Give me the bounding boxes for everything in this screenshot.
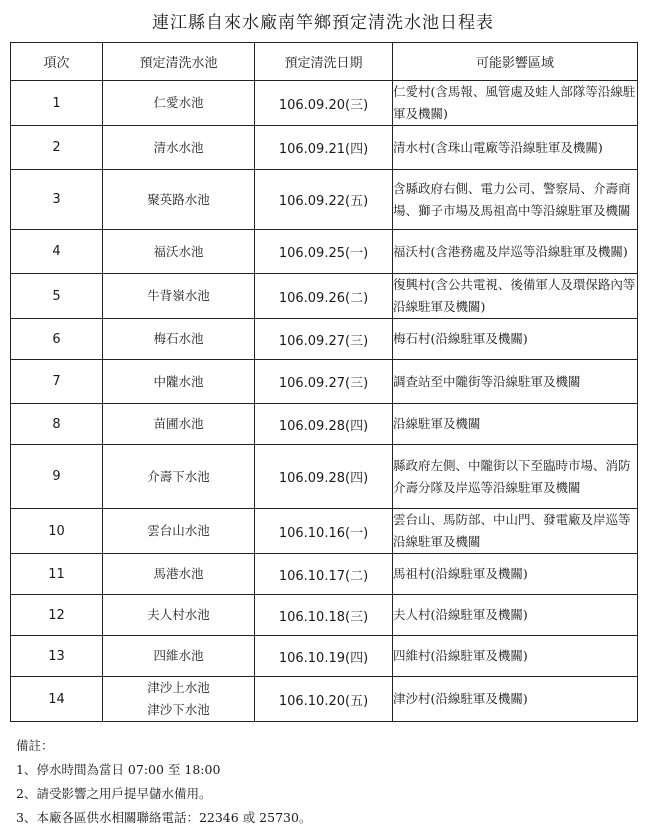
affected-area-cell: 福沃村(含港務處及岸巡等沿線駐軍及機關) bbox=[393, 230, 638, 274]
table-row bbox=[11, 404, 638, 445]
pool-name-cell bbox=[103, 404, 255, 445]
affected-area-cell: 梅石村(沿線駐軍及機關) bbox=[393, 319, 638, 360]
pool-name-cell bbox=[103, 595, 255, 636]
header-item-no: 項次 bbox=[11, 43, 103, 81]
pool-name: 馬港水池 bbox=[153, 566, 204, 581]
header-pool: 預定清洗水池 bbox=[103, 43, 255, 81]
pool-name-cell bbox=[103, 170, 255, 230]
table-row bbox=[11, 274, 638, 319]
item-number-cell: 10 bbox=[11, 509, 103, 554]
schedule-table bbox=[10, 42, 638, 722]
pool-name: 福沃水池 bbox=[153, 243, 204, 259]
pool-name: 清水水池 bbox=[153, 139, 204, 155]
table-row bbox=[11, 81, 638, 126]
pool-name: 雲台山水池 bbox=[147, 523, 210, 538]
item-number-cell: 9 bbox=[11, 445, 103, 509]
note-item: 2、請受影響之用戶提早儲水備用。 bbox=[16, 786, 212, 801]
item-number-cell: 4 bbox=[11, 230, 103, 274]
item-number-cell: 1 bbox=[11, 81, 103, 126]
affected-area-cell: 復興村(含公共電視、後備軍人及環保路內等沿線駐軍及機關) bbox=[393, 274, 638, 319]
table-row bbox=[11, 509, 638, 554]
cleaning-date-cell: 106.09.27(三) bbox=[255, 319, 393, 360]
cleaning-date-cell: 106.09.28(四) bbox=[255, 404, 393, 445]
affected-area-cell: 津沙村(沿線駐軍及機關) bbox=[393, 677, 638, 722]
cleaning-date-cell: 106.09.20(三) bbox=[255, 81, 393, 126]
header-area: 可能影響區域 bbox=[393, 43, 638, 81]
cleaning-date-cell: 106.09.26(二) bbox=[255, 274, 393, 319]
pool-name-cell bbox=[103, 319, 255, 360]
table-row bbox=[11, 126, 638, 170]
table-row bbox=[11, 319, 638, 360]
table-row bbox=[11, 170, 638, 230]
table-header bbox=[11, 43, 638, 81]
affected-area-cell: 清水村(含珠山電廠等沿線駐軍及機關) bbox=[393, 126, 638, 170]
table-row bbox=[11, 595, 638, 636]
affected-area-cell: 雲台山、馬防部、中山門、發電廠及岸巡等沿線駐軍及機關 bbox=[393, 509, 638, 554]
notes-section bbox=[16, 734, 636, 830]
pool-name-cell bbox=[103, 636, 255, 677]
cleaning-date-cell: 106.10.20(五) bbox=[255, 677, 393, 722]
pool-name-cell bbox=[103, 81, 255, 126]
pool-name: 中隴水池 bbox=[153, 373, 204, 389]
note-item: 1、停水時間為當日 07:00 至 18:00 bbox=[16, 762, 221, 777]
table-body bbox=[11, 81, 638, 722]
notes-heading: 備註： bbox=[16, 738, 54, 753]
pool-name-cell bbox=[103, 677, 255, 722]
cleaning-date-cell: 106.09.21(四) bbox=[255, 126, 393, 170]
pool-name-cell bbox=[103, 509, 255, 554]
table-row bbox=[11, 445, 638, 509]
cleaning-date-cell: 106.09.28(四) bbox=[255, 445, 393, 509]
page-title: 連江縣自來水廠南竿鄉預定清洗水池日程表 bbox=[152, 13, 494, 33]
item-number-cell: 5 bbox=[11, 274, 103, 319]
pool-name-cell bbox=[103, 230, 255, 274]
pool-name-cell bbox=[103, 445, 255, 509]
pool-name: 夫人村水池 bbox=[147, 607, 210, 622]
cleaning-date-cell: 106.10.19(四) bbox=[255, 636, 393, 677]
pool-name-cell bbox=[103, 126, 255, 170]
affected-area-cell: 夫人村(沿線駐軍及機關) bbox=[393, 595, 638, 636]
header-date: 預定清洗日期 bbox=[255, 43, 393, 81]
table-row bbox=[11, 636, 638, 677]
item-number-cell: 7 bbox=[11, 360, 103, 404]
item-number-cell: 11 bbox=[11, 554, 103, 595]
cleaning-date-cell: 106.09.27(三) bbox=[255, 360, 393, 404]
cleaning-date-cell: 106.09.25(一) bbox=[255, 230, 393, 274]
table-row bbox=[11, 230, 638, 274]
item-number-cell: 13 bbox=[11, 636, 103, 677]
affected-area-cell: 含縣政府右側、電力公司、警察局、介壽商場、獅子市場及馬祖高中等沿線駐軍及機關 bbox=[393, 170, 638, 230]
cleaning-date-cell: 106.10.17(二) bbox=[255, 554, 393, 595]
pool-name: 聚英路水池 bbox=[147, 191, 210, 207]
pool-name: 津沙下水池 bbox=[147, 702, 210, 717]
cleaning-date-cell: 106.09.22(五) bbox=[255, 170, 393, 230]
pool-name-cell bbox=[103, 554, 255, 595]
cleaning-date-cell: 106.10.16(一) bbox=[255, 509, 393, 554]
cleaning-date-cell: 106.10.18(三) bbox=[255, 595, 393, 636]
table-row bbox=[11, 677, 638, 722]
affected-area-cell: 仁愛村(含馬報、風管處及蛙人部隊等沿線駐軍及機關) bbox=[393, 81, 638, 126]
pool-name-cell bbox=[103, 274, 255, 319]
item-number-cell: 8 bbox=[11, 404, 103, 445]
table-row bbox=[11, 554, 638, 595]
pool-name: 津沙上水池 bbox=[147, 680, 210, 695]
note-item: 3、本廠各區供水相關聯絡電話：22346 或 25730。 bbox=[16, 810, 312, 825]
item-number-cell: 2 bbox=[11, 126, 103, 170]
item-number-cell: 14 bbox=[11, 677, 103, 722]
pool-name: 介壽下水池 bbox=[147, 468, 210, 484]
affected-area-cell: 調查站至中隴街等沿線駐軍及機關 bbox=[393, 360, 638, 404]
affected-area-cell: 馬祖村(沿線駐軍及機關) bbox=[393, 554, 638, 595]
pool-name: 牛背嶺水池 bbox=[147, 288, 210, 303]
item-number-cell: 6 bbox=[11, 319, 103, 360]
header-row bbox=[11, 43, 638, 81]
pool-name: 仁愛水池 bbox=[153, 95, 204, 110]
item-number-cell: 3 bbox=[11, 170, 103, 230]
affected-area-cell: 沿線駐軍及機關 bbox=[393, 404, 638, 445]
pool-name-cell bbox=[103, 360, 255, 404]
table-row bbox=[11, 360, 638, 404]
affected-area-cell: 四維村(沿線駐軍及機關) bbox=[393, 636, 638, 677]
pool-name: 苗圃水池 bbox=[153, 416, 204, 431]
pool-name: 四維水池 bbox=[153, 648, 204, 663]
affected-area-cell: 縣政府左側、中隴街以下至臨時市場、消防介壽分隊及岸巡等沿線駐軍及機關 bbox=[393, 445, 638, 509]
item-number-cell: 12 bbox=[11, 595, 103, 636]
pool-name: 梅石水池 bbox=[153, 331, 204, 346]
